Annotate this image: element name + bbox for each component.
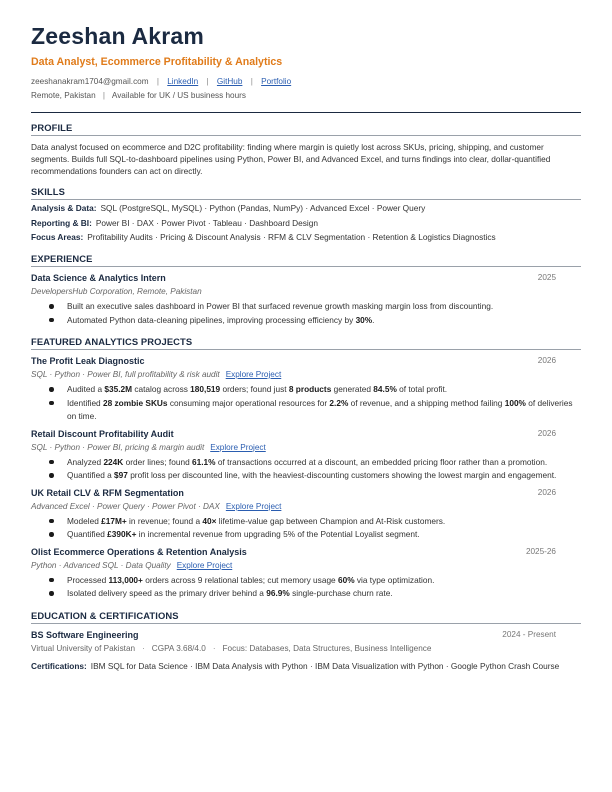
- entry-subtitle: [31, 442, 581, 453]
- highlight-metric: 100%: [504, 397, 526, 408]
- bullet-icon: [49, 401, 54, 406]
- section-title: PROFILE: [31, 122, 581, 136]
- highlight-metric: 40×: [202, 515, 217, 526]
- bullet-item: Audited a $35.2M catalog across 180,519 orders; found just 8 products generated 84.5% of total profit.: [31, 383, 581, 397]
- bullet-list: [31, 300, 581, 327]
- entry-date: 2026: [537, 356, 556, 366]
- skills-section: [31, 186, 581, 244]
- bullet-icon: [49, 532, 54, 537]
- separator: |: [250, 77, 253, 86]
- linkedin-link[interactable]: LinkedIn: [167, 77, 199, 86]
- entry-date: 2025: [537, 273, 556, 283]
- section-title: SKILLS: [31, 186, 581, 200]
- candidate-name: Zeeshan Akram: [31, 23, 205, 49]
- entry-date: 2025-26: [525, 546, 556, 556]
- bullet-item: Isolated delivery speed as the primary driver behind a 96.9% single-purchase churn rate.: [31, 587, 581, 601]
- location-line: [31, 90, 581, 101]
- bullet-icon: [49, 578, 54, 583]
- experience-entry: [31, 272, 581, 327]
- projects-section: [31, 336, 581, 601]
- explore-project-link[interactable]: Explore Project: [176, 560, 233, 570]
- explore-project-link[interactable]: Explore Project: [210, 442, 266, 452]
- section-title: EDUCATION & CERTIFICATIONS: [31, 610, 581, 624]
- focus-areas: Focus: Databases, Data Structures, Business Intelligence: [222, 643, 432, 653]
- skill-row: [31, 203, 581, 215]
- skill-label: Focus Areas:: [31, 232, 84, 243]
- education-section: [31, 610, 581, 672]
- highlight-metric: $97: [114, 470, 128, 481]
- entry-title: Retail Discount Profitability Audit: [31, 428, 174, 439]
- separator: |: [156, 77, 159, 86]
- bullet-list: [31, 574, 581, 601]
- separator: ·: [212, 643, 216, 653]
- bullet-list: [31, 383, 581, 424]
- education-date: 2024 - Present: [502, 629, 556, 639]
- bullet-icon: [49, 591, 54, 596]
- project-entry: [31, 546, 581, 601]
- entry-date: 2026: [537, 428, 556, 438]
- location-text: Remote, Pakistan: [31, 91, 96, 100]
- bullet-item: Analyzed 224K order lines; found 61.1% of transactions occurred at a discount, an embedded pricing floor rather than a promotion.: [31, 456, 581, 470]
- skill-value: SQL (PostgreSQL, MySQL) · Python (Pandas, NumPy) · Advanced Excel · Power Query: [100, 203, 426, 214]
- email-text[interactable]: zeeshanakram1704@gmail.com: [31, 77, 149, 86]
- entry-subtitle: DevelopersHub Corporation, Remote, Pakistan: [31, 287, 202, 297]
- highlight-metric: 180,519: [190, 384, 221, 395]
- skill-label: Analysis & Data:: [31, 203, 97, 214]
- bullet-item: Processed 113,000+ orders across 9 relational tables; cut memory usage 60% via type optimization.: [31, 574, 581, 588]
- experience-section: [31, 253, 581, 327]
- highlight-metric: 60%: [337, 574, 355, 585]
- section-title: FEATURED ANALYTICS PROJECTS: [31, 336, 581, 350]
- education-details: [31, 643, 581, 654]
- bullet-icon: [49, 318, 54, 323]
- bullet-icon: [49, 460, 54, 465]
- candidate-role: Data Analyst, Ecommerce Profitability & Analytics: [31, 56, 283, 68]
- highlight-metric: 113,000+: [108, 574, 143, 585]
- section-title: EXPERIENCE: [31, 253, 581, 267]
- highlight-metric: 8 products: [288, 384, 332, 395]
- entry-title: Olist Ecommerce Operations & Retention Analysis: [31, 546, 247, 557]
- bullet-icon: [49, 473, 54, 478]
- bullet-item: Identified 28 zombie SKUs consuming major operational resources for 2.2% of revenue, and a shipping method failing 100% of deliveries on time.: [31, 397, 581, 424]
- degree-title: BS Software Engineering: [31, 629, 139, 640]
- certifications-row: [31, 660, 581, 672]
- highlight-metric: 224K: [103, 456, 124, 467]
- bullet-icon: [49, 519, 54, 524]
- highlight-metric: 84.5%: [373, 384, 397, 395]
- education-entry: [31, 629, 581, 654]
- skill-value: Profitability Audits · Pricing & Discount Analysis · RFM & CLV Segmentation · Retention & Logistics Diagnostics: [87, 232, 496, 243]
- separator: |: [206, 77, 209, 86]
- cgpa: CGPA 3.68/4.0: [151, 643, 206, 653]
- skill-value: Power BI · DAX · Power Pivot · Tableau · Dashboard Design: [95, 217, 318, 228]
- explore-project-link[interactable]: Explore Project: [225, 501, 282, 511]
- bullet-item: Modeled £17M+ in revenue; found a 40× lifetime-value gap between Champion and At-Risk customers.: [31, 515, 581, 529]
- highlight-metric: £17M+: [101, 515, 127, 526]
- skill-row: [31, 218, 581, 230]
- bullet-icon: [49, 304, 54, 309]
- contact-line: [31, 76, 581, 87]
- bullet-item: Quantified a $97 profit loss per discounted line, with the heaviest-discounting customers showing the lowest margin and engagement.: [31, 469, 581, 483]
- highlight-metric: 2.2%: [329, 397, 349, 408]
- profile-section: [31, 122, 581, 177]
- resume-page: [31, 22, 581, 672]
- university-name: Virtual University of Pakistan: [31, 643, 136, 653]
- entry-tech-stack: Advanced Excel · Power Query · Power Pivot · DAX: [31, 501, 220, 511]
- separator: |: [102, 91, 106, 100]
- profile-summary: Data analyst focused on ecommerce and D2C profitability: finding where margin is quietly lost across SKUs, pricing, shipping, and customer segments. Builds full SQL-to-dashboard pipelines using Python, Power BI, and Advanced Excel, and turns findings into clear, dollar-quantified recommendations founders can act on directly.: [31, 142, 551, 177]
- highlight-metric: £390K+: [107, 529, 137, 540]
- header-divider: [31, 112, 581, 113]
- entry-tech-stack: SQL · Python · Power BI, pricing & margin audit: [31, 442, 205, 452]
- bullet-item: Automated Python data-cleaning pipelines, improving processing efficiency by 30%.: [31, 314, 581, 328]
- entry-subtitle: [31, 501, 581, 512]
- bullet-item: Quantified £390K+ in incremental revenue from upgrading 5% of the Potential Loyalist segment.: [31, 528, 581, 542]
- highlight-metric: $35.2M: [104, 384, 133, 395]
- bullet-item: Built an executive sales dashboard in Power BI that surfaced revenue growth masking margin loss from discounting.: [31, 300, 581, 314]
- highlight-metric: 30%: [355, 314, 373, 325]
- certifications-list: IBM SQL for Data Science · IBM Data Analysis with Python · IBM Data Visualization with Python · Google Python Crash Course: [90, 660, 560, 671]
- project-entry: [31, 355, 581, 424]
- entry-subtitle: [31, 369, 581, 380]
- project-entry: [31, 487, 581, 542]
- entry-title: Data Science & Analytics Intern: [31, 273, 166, 284]
- certifications-label: Certifications:: [31, 660, 87, 671]
- separator: ·: [142, 643, 145, 653]
- bullet-icon: [49, 387, 54, 392]
- availability-text: Available for UK / US business hours: [111, 91, 246, 100]
- entry-title: UK Retail CLV & RFM Segmentation: [31, 487, 184, 498]
- highlight-metric: 28 zombie SKUs: [102, 397, 168, 408]
- portfolio-link[interactable]: Portfolio: [261, 77, 292, 86]
- entry-title: The Profit Leak Diagnostic: [31, 356, 145, 367]
- entry-tech-stack: SQL · Python · Power BI, full profitability & risk audit: [31, 370, 220, 380]
- project-entry: [31, 428, 581, 483]
- explore-project-link[interactable]: Explore Project: [225, 370, 282, 380]
- bullet-list: [31, 515, 581, 542]
- entry-date: 2026: [537, 487, 556, 497]
- skill-label: Reporting & BI:: [31, 217, 92, 228]
- bullet-list: [31, 456, 581, 483]
- entry-subtitle: [31, 560, 581, 571]
- github-link[interactable]: GitHub: [216, 77, 243, 86]
- skill-row: [31, 232, 581, 244]
- highlight-metric: 61.1%: [192, 456, 216, 467]
- highlight-metric: 96.9%: [266, 588, 290, 599]
- entry-tech-stack: Python · Advanced SQL · Data Quality: [31, 560, 171, 570]
